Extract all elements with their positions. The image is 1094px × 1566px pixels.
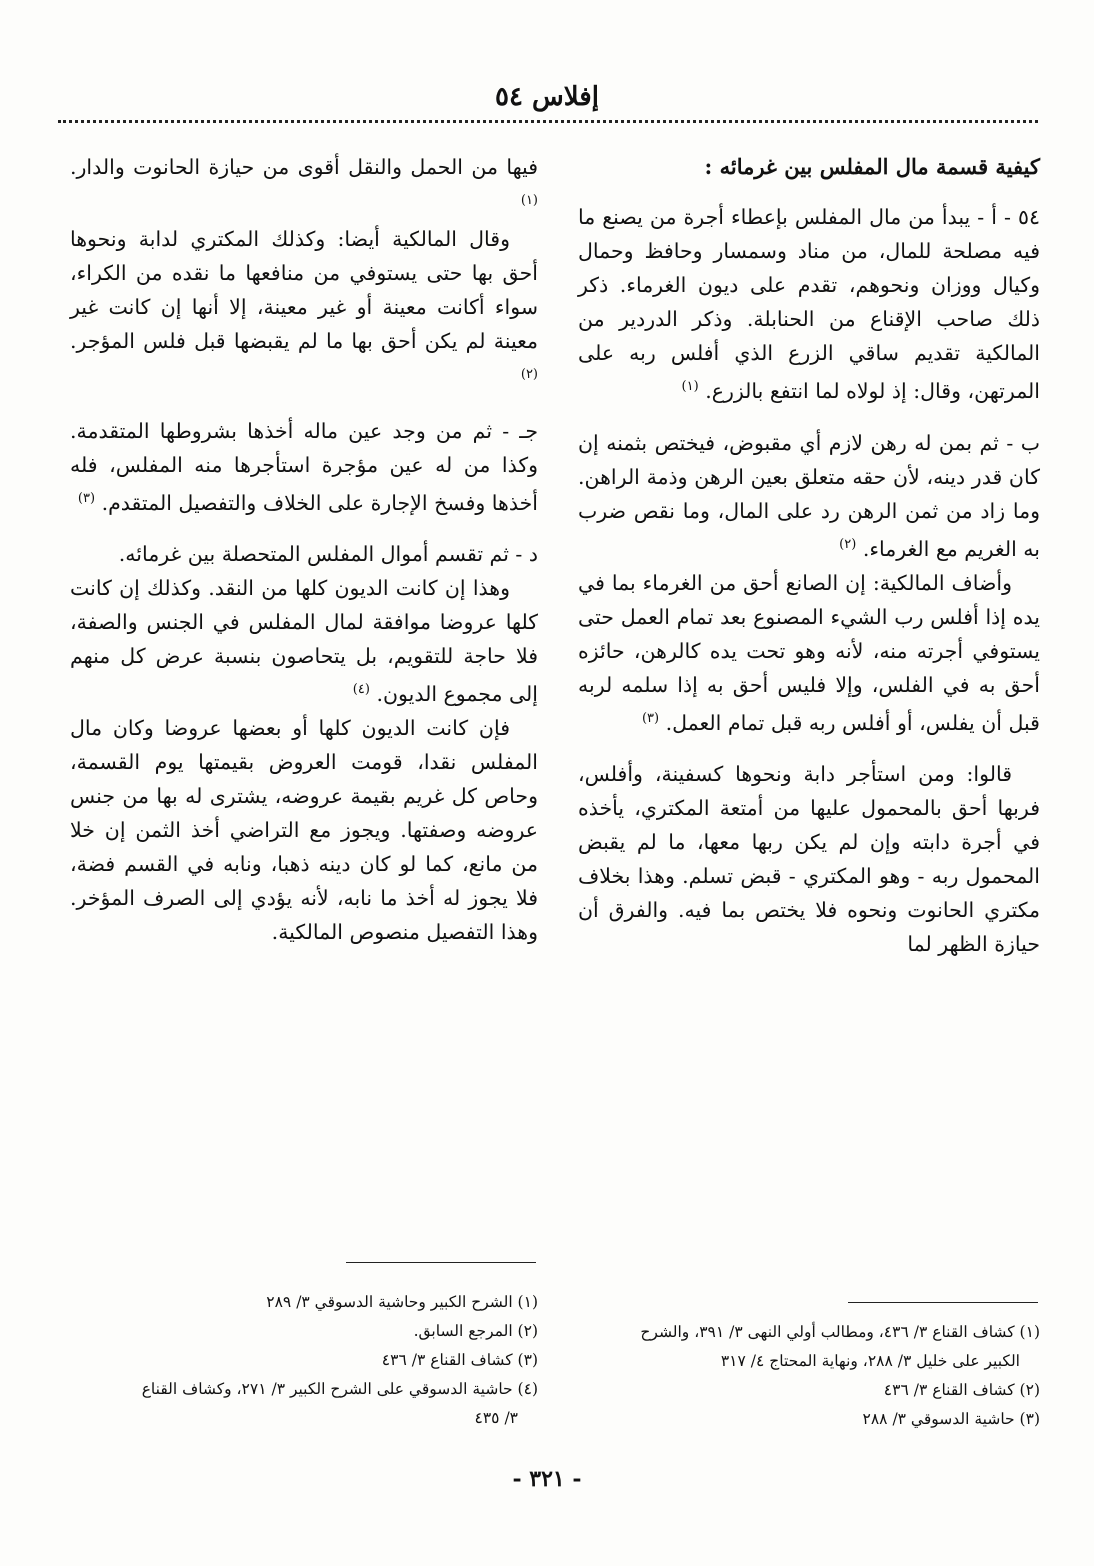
- footnote-ref: (١): [681, 379, 699, 394]
- footnote-item: (٢) كشاف القناع ٣/ ٤٣٦: [883, 1381, 1040, 1399]
- footnote-divider: [848, 1302, 1038, 1303]
- footnote-item: (١) كشاف القناع ٣/ ٤٣٦، ومطالب أولي النهى ٣/ ٣٩١، والشرح: [640, 1323, 1040, 1341]
- footnote-item: (٤) حاشية الدسوقي على الشرح الكبير ٣/ ٢٧١، وكشاف القناع: [141, 1380, 538, 1398]
- paragraph-qalu: قالوا: ومن استأجر دابة ونحوها كسفينة، وأفلس، فربها أحق بالمحمول عليها من أمتعة المكتري، يأخذه في أجرة دابته وإن لم يكن ربها معها، ما لم يقبض المحمول ربه - وهو المكتري - قبض تسلم. وهذا بخلاف مكتري الحانوت ونحوه فلا يختص بما فيه. والفرق أن حيازة الظهر لما: [578, 762, 1040, 957]
- paragraph-text: ٥٤ - أ - يبدأ من مال المفلس بإعطاء أجرة من يصنع ما فيه مصلحة للمال، من مناد وسمسار وحافظ وحمال وكيال ووزان ونحوهم، تقدم على ديون الغرماء. ذكر ذلك صاحب الإقناع من الحنابلة. وذكر الدردير من المالكية تقديم ساقي الزرع الذي أفلس ربه على المرتهن، وقال: إذ لولاه لما انتفع بالزرع.: [578, 205, 1040, 403]
- paragraph-b: [578, 426, 1040, 566]
- paragraph-text: وقال المالكية أيضا: وكذلك المكتري لدابة ونحوها أحق بها حتى يستوفي من منافعها ما نقده من الكراء، سواء أكانت معينة أو غير معينة، إلا أنها إن كانت غير معينة لم يكن أحق بها ما لم يقبضها قبل فلس المؤجر.: [70, 226, 538, 353]
- right-column: [578, 150, 1040, 961]
- paragraph-text: وأضاف المالكية: إن الصانع أحق من الغرماء بما في يده إذا أفلس رب الشيء المصنوع بعد تمام العمل حتى يستوفي أجرته منه، لأنه وهو تحت يده كالرهن، حائزه أحق به في الفلس، وإلا فليس أحق به إذا سلمه لربه قبل أن يفلس، أو أفلس ربه قبل تمام العمل.: [578, 570, 1040, 735]
- footnote-ref: (١): [520, 193, 538, 208]
- footnote-item: (٣) كشاف القناع ٣/ ٤٣٦: [381, 1351, 538, 1369]
- paragraph-dal: د - ثم تقسم أموال المفلس المتحصلة بين غرمائه.: [118, 542, 538, 567]
- paragraph-text: فيها من الحمل والنقل أقوى من حيازة الحانوت والدار.: [70, 155, 538, 179]
- footnote-item: (١) الشرح الكبير وحاشية الدسوقي ٣/ ٢٨٩: [266, 1293, 538, 1311]
- paragraph-debts-goods: فإن كانت الديون كلها أو بعضها عروضا وكان مال المفلس نقدا، قومت العروض بقيمتها يوم القسمة، وحاص كل غريم بقيمة عروضه، يشترى له بها من جنس عروضه وصفتها. ويجوز مع التراضي أخذ الثمن إن خلا من مانع، كما لو كان دينه ذهبا، ونابه في القسم فضة، فلا يجوز له أخذ ما نابه، لأنه يؤدي إلى الصرف المؤخر. وهذا التفصيل منصوص المالكية.: [70, 716, 538, 945]
- paragraph-jeem: [70, 414, 538, 520]
- header-divider: [58, 120, 1038, 123]
- footnotes-right: [578, 1318, 1040, 1434]
- paragraph-continued: [70, 150, 538, 222]
- footnote-item: ٣/ ٤٣٥: [474, 1409, 518, 1427]
- section-heading: كيفية قسمة مال المفلس بين غرمائه :: [704, 154, 1040, 179]
- paragraph-maliki-addition: [578, 566, 1040, 740]
- footnote-ref: (٤): [352, 682, 370, 698]
- footnotes-left: [70, 1288, 538, 1433]
- paragraph-maliki-also: [70, 222, 538, 396]
- paragraph-text: وهذا إن كانت الديون كلها من النقد. وكذلك إن كانت كلها عروضا موافقة لمال المفلس في الجنس والصفة، فلا حاجة للتقويم، بل يتحاصون بنسبة عرض كل منهم إلى مجموع الديون.: [70, 576, 538, 707]
- footnote-item: (٢) المرجع السابق.: [413, 1322, 538, 1340]
- footnote-item: الكبير على خليل ٣/ ٢٨٨، ونهاية المحتاج ٤/ ٣١٧: [720, 1352, 1020, 1370]
- footnote-item: (٣) حاشية الدسوقي ٣/ ٢٨٨: [862, 1410, 1040, 1428]
- page-title: إفلاس ٥٤: [495, 82, 599, 112]
- left-column: [70, 150, 538, 949]
- footnote-ref: (٢): [520, 366, 538, 382]
- footnote-ref: (٢): [839, 536, 857, 552]
- paragraph-54a: [578, 200, 1040, 408]
- paragraph-debts-cash: [70, 571, 538, 711]
- page-number: - ٣٢١ -: [512, 1466, 582, 1492]
- footnote-ref: (٣): [77, 490, 96, 506]
- footnote-divider: [346, 1262, 536, 1263]
- footnote-ref: (٣): [641, 710, 660, 726]
- paragraph-text: جـ - ثم من وجد عين ماله أخذها بشروطها المتقدمة. وكذا من له عين مؤجرة استأجرها منه المفلس، فله أخذها وفسخ الإجارة على الخلاف والتفصيل المتقدم.: [70, 418, 538, 515]
- paragraph-text: ب - ثم بمن له رهن لازم أي مقبوض، فيختص بثمنه إن كان قدر دينه، لأن حقه متعلق بعين الرهن وذمة الراهن. وما زاد من ثمن الرهن رد على المال، وما نقص ضرب به الغريم مع الغرماء.: [578, 430, 1040, 561]
